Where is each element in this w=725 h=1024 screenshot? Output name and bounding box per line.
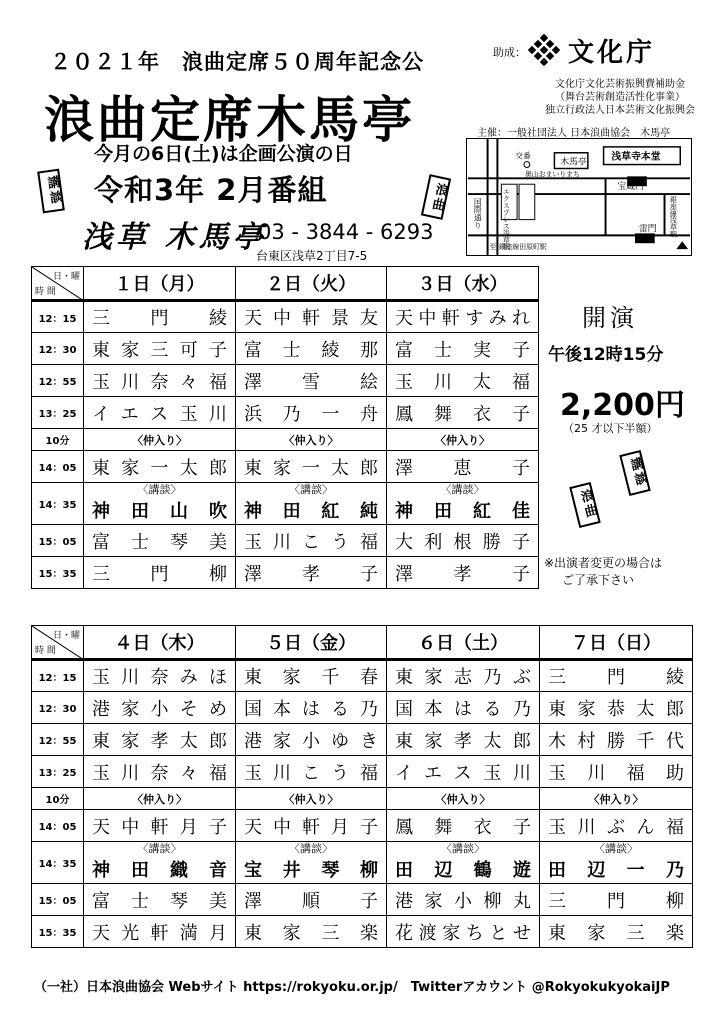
performer-cell: 鳳舞衣子 xyxy=(387,397,539,429)
access-map xyxy=(466,138,692,256)
day-header: ２日（火） xyxy=(236,267,387,301)
performer-cell: 宝井琴柳 xyxy=(236,856,387,884)
time-cell: 15：35 xyxy=(32,557,84,589)
performer-cell: 玉川こう福 xyxy=(236,756,387,788)
performer-cell: 玉川福助 xyxy=(540,756,693,788)
performer-cell: 東家三楽 xyxy=(236,916,387,948)
performer-cell: 東家恭太郎 xyxy=(540,692,693,724)
anniversary-text: ２０２１年 浪曲定席５０周年記念公 xyxy=(50,50,424,74)
genre-label: 〈講談〉 xyxy=(387,842,540,856)
koban-icon xyxy=(524,162,530,168)
performer-cell: 大利根勝子 xyxy=(387,525,539,557)
genre-row xyxy=(32,483,539,497)
ginza-station-box xyxy=(519,184,535,219)
day-header-row xyxy=(32,267,539,301)
performer-cell: 三門柳 xyxy=(540,884,693,916)
map-label-kaminarimon: 雷門 xyxy=(638,224,657,235)
corner-cell xyxy=(32,267,84,301)
break-cell: 〈仲入り〉 xyxy=(84,429,236,451)
time-cell: 12：30 xyxy=(32,692,84,724)
time-cell: 13：25 xyxy=(32,397,84,429)
genre-label: 〈講談〉 xyxy=(540,842,693,856)
performer-cell: 神田山吹 xyxy=(84,497,236,525)
day-header: ５日（金） xyxy=(236,626,387,660)
performer-cell: 富士琴美 xyxy=(84,884,236,916)
time-cell: 15：05 xyxy=(32,525,84,557)
performer-cell: イエス玉川 xyxy=(84,397,236,429)
break-time-cell: 10分 xyxy=(32,429,84,451)
performer-cell: 玉川奈々福 xyxy=(84,756,236,788)
time-cell: 14：05 xyxy=(32,451,84,483)
map-label-express: エクスプレス浅草駅 xyxy=(501,188,510,251)
genre-label: 〈講談〉 xyxy=(387,483,539,497)
performer-cell: 東家一太郎 xyxy=(84,451,236,483)
performer-cell: 東家三楽 xyxy=(540,916,693,948)
program-title: 令和3年 2月番組 xyxy=(94,173,328,207)
table-row xyxy=(32,692,693,724)
corner-cell xyxy=(32,626,84,660)
genre-label: 〈講談〉 xyxy=(84,842,236,856)
price-note: （25 才以下半額） xyxy=(563,422,658,435)
table-row xyxy=(32,301,539,333)
agency-logo-icon xyxy=(528,34,560,66)
performer-cell: 天中軒景友 xyxy=(236,301,387,333)
break-cell: 〈仲入り〉 xyxy=(236,429,387,451)
map-label-ginza: 銀座線浅草駅 xyxy=(668,196,677,238)
side-kodan-stamp-label: 講談 xyxy=(626,456,649,489)
support-line-2: （舞台芸術創造活性化事業） xyxy=(555,92,685,103)
performer-cell: 東家三可子 xyxy=(84,333,236,365)
ticket-price: 2,200円 xyxy=(560,388,685,423)
performer-cell: 天中軒月子 xyxy=(236,810,387,842)
time-cell: 15：35 xyxy=(32,916,84,948)
corner-day-label: 日・曜 xyxy=(52,631,80,641)
corner-time-label: 時 間 xyxy=(35,287,56,297)
day-header: ７日（日） xyxy=(540,626,693,660)
performer-cell: 澤孝子 xyxy=(236,557,387,589)
time-cell: 13：25 xyxy=(32,756,84,788)
notice-line-1: ※出演者変更の場合は xyxy=(544,556,663,570)
performer-cell: 玉川ぶん福 xyxy=(540,810,693,842)
performer-cell: 東家千春 xyxy=(236,660,387,692)
performer-cell: 玉川奈々福 xyxy=(84,365,236,397)
performer-cell: 田辺鶴遊 xyxy=(387,856,540,884)
performer-cell: 浜乃一舟 xyxy=(236,397,387,429)
phone-number: 03 - 3844 - 6293 xyxy=(258,220,434,244)
performer-cell: 花渡家ちとせ xyxy=(387,916,540,948)
performer-cell: 澤雪絵 xyxy=(236,365,387,397)
break-cell: 〈仲入り〉 xyxy=(540,788,693,810)
map-label-mokubatei: 木馬亭 xyxy=(560,157,587,168)
performer-cell: 澤孝子 xyxy=(387,557,539,589)
table-row xyxy=(32,333,539,365)
performer-cell: 東家志乃ぶ xyxy=(387,660,540,692)
map-label-tawaramachi: 至 銀座線田原町駅 xyxy=(489,243,547,252)
break-cell: 〈仲入り〉 xyxy=(387,788,540,810)
break-time-cell: 10分 xyxy=(32,788,84,810)
performer-cell: 神田織音 xyxy=(84,856,236,884)
table-row xyxy=(32,916,693,948)
performer-cell: 富士綾那 xyxy=(236,333,387,365)
time-cell: 12：15 xyxy=(32,301,84,333)
genre-label: 〈講談〉 xyxy=(84,483,236,497)
schedule-week2 xyxy=(31,625,693,948)
time-cell: 14：35 xyxy=(32,842,84,884)
performer-cell: 澤順子 xyxy=(236,884,387,916)
main-title: 浪曲定席木馬亭 xyxy=(44,90,415,149)
performer-cell: 港家小そめ xyxy=(84,692,236,724)
performer-cell: 港家小柳丸 xyxy=(387,884,540,916)
map-label-kokusai: 国際通り xyxy=(473,197,483,230)
day-header: ３日（水） xyxy=(387,267,539,301)
genre-label: 〈講談〉 xyxy=(236,483,387,497)
performer-cell: 澤恵子 xyxy=(387,451,539,483)
time-cell: 12：30 xyxy=(32,333,84,365)
rokyoku-stamp xyxy=(421,174,451,220)
table-row xyxy=(32,497,539,525)
performer-cell: 港家小ゆき xyxy=(236,724,387,756)
map-label-sensoji: 浅草寺本堂 xyxy=(611,151,661,163)
table-row xyxy=(32,525,539,557)
performer-cell: 神田紅佳 xyxy=(387,497,539,525)
table-row xyxy=(32,660,693,692)
performer-cell: 天中軒月子 xyxy=(84,810,236,842)
kodan-stamp xyxy=(37,169,65,214)
day-header-row xyxy=(32,626,693,660)
performer-cell: 神田紅純 xyxy=(236,497,387,525)
address: 台東区浅草2丁目7-5 xyxy=(256,249,368,263)
performer-cell: 天中軒すみれ xyxy=(387,301,539,333)
schedule-week1 xyxy=(31,266,539,589)
break-row xyxy=(32,788,693,810)
performer-cell: 国本はる乃 xyxy=(387,692,540,724)
break-cell: 〈仲入り〉 xyxy=(84,788,236,810)
organizer-text: 主催：一般社団法人 日本浪曲協会 木馬亭 xyxy=(477,128,671,139)
performer-cell: 玉川こう福 xyxy=(236,525,387,557)
day-header: ４日（木） xyxy=(84,626,236,660)
break-cell: 〈仲入り〉 xyxy=(236,788,387,810)
time-cell: 12：55 xyxy=(32,365,84,397)
support-lines xyxy=(525,78,715,117)
table-row xyxy=(32,810,693,842)
performer-cell: 東家一太郎 xyxy=(236,451,387,483)
map-label-hozomon: 宝蔵門 xyxy=(617,182,644,193)
performer-cell: 玉川太福 xyxy=(387,365,539,397)
table-row xyxy=(32,724,693,756)
corner-day-label: 日・曜 xyxy=(52,272,80,282)
genre-row xyxy=(32,842,693,856)
footer: （一社）日本浪曲協会 Webサイト https://rokyoku.or.jp/ Twitterアカウント @RokyokukyokaiJP xyxy=(34,980,670,995)
break-cell: 〈仲入り〉 xyxy=(387,429,539,451)
table-row xyxy=(32,557,539,589)
performer-cell: 東家孝太郎 xyxy=(387,724,540,756)
performer-cell: 富士琴美 xyxy=(84,525,236,557)
table-row xyxy=(32,856,693,884)
rokyoku-stamp-label: 浪曲 xyxy=(427,181,449,214)
table-row xyxy=(32,365,539,397)
support-label: 助成： xyxy=(493,46,526,59)
performer-cell: 天光軒満月 xyxy=(84,916,236,948)
agency-name: 文化庁 xyxy=(568,38,656,68)
map-label-koban: 交番 xyxy=(515,151,531,161)
notice-line-2: ご了承下さい xyxy=(562,573,635,587)
performer-cell: 鳳舞衣子 xyxy=(387,810,540,842)
time-cell: 12：15 xyxy=(32,660,84,692)
performer-cell: 国本はる乃 xyxy=(236,692,387,724)
side-rokyoku-stamp-label: 浪曲 xyxy=(576,488,599,521)
side-kodan-stamp xyxy=(619,450,651,496)
kaien-time: 午後12時15分 xyxy=(548,345,664,365)
special-day-text: 今月の6日(土)は企画公演の日 xyxy=(94,143,353,165)
support-line-1: 文化庁文化芸術振興費補助金 xyxy=(555,79,685,90)
performer-cell: 三門柳 xyxy=(84,557,236,589)
kodan-stamp-label: 講談 xyxy=(43,174,63,207)
performer-cell: 富士実子 xyxy=(387,333,539,365)
notice xyxy=(544,555,662,589)
time-cell: 12：55 xyxy=(32,724,84,756)
time-cell: 15：05 xyxy=(32,884,84,916)
time-cell: 14：05 xyxy=(32,810,84,842)
performer-cell: 三門綾 xyxy=(540,660,693,692)
table-row xyxy=(32,756,693,788)
performer-cell: 東家孝太郎 xyxy=(84,724,236,756)
corner-time-label: 時 間 xyxy=(35,646,56,656)
venue-name: 浅草 木馬亭 xyxy=(82,220,267,255)
side-rokyoku-stamp xyxy=(569,482,601,528)
map-label-okuyama: 奥山おまいりまち xyxy=(524,170,580,179)
performer-cell: 田辺一乃 xyxy=(540,856,693,884)
performer-cell: 三門綾 xyxy=(84,301,236,333)
performer-cell: 木村勝千代 xyxy=(540,724,693,756)
break-row xyxy=(32,429,539,451)
table-row xyxy=(32,397,539,429)
support-line-3: 独立行政法人日本芸術文化振興会 xyxy=(545,105,695,116)
kaminarimon-map-box xyxy=(635,233,655,243)
kaien-label: 開演 xyxy=(582,304,638,332)
day-header: ６日（土） xyxy=(387,626,540,660)
day-header: １日（月） xyxy=(84,267,236,301)
genre-label: 〈講談〉 xyxy=(236,842,387,856)
time-cell: 14：35 xyxy=(32,483,84,525)
table-row xyxy=(32,884,693,916)
performer-cell: イエス玉川 xyxy=(387,756,540,788)
performer-cell: 玉川奈みほ xyxy=(84,660,236,692)
table-row xyxy=(32,451,539,483)
north-arrow-icon xyxy=(676,241,688,249)
